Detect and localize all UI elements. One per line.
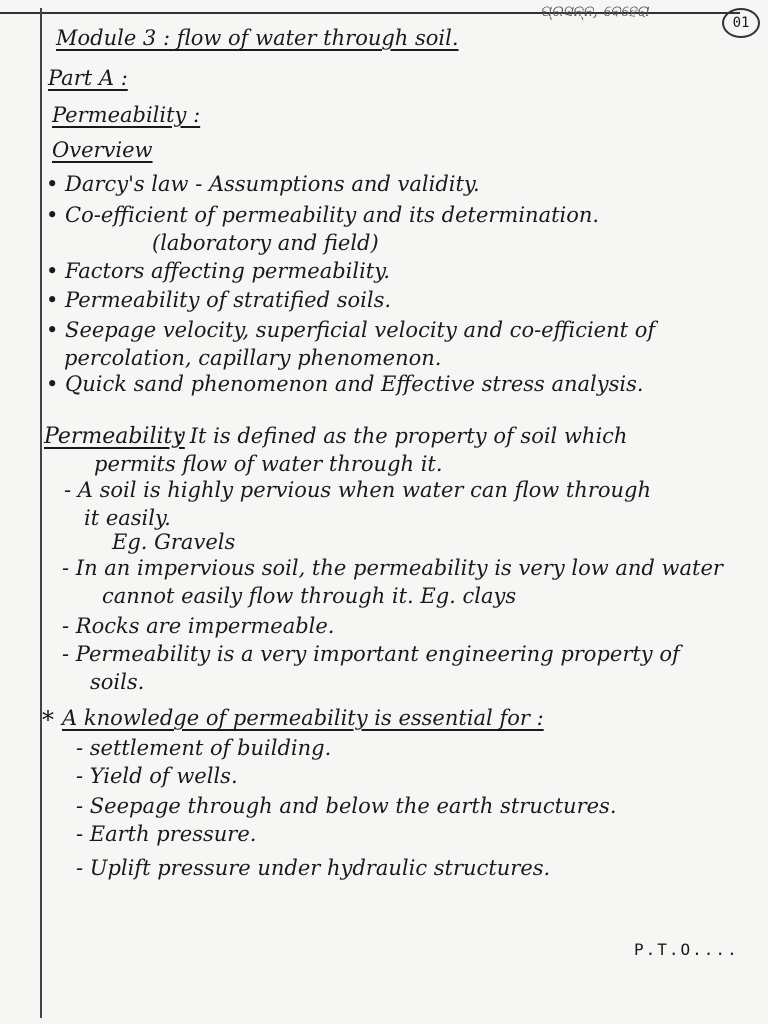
knowledge-item: - Uplift pressure under hydraulic structures.	[76, 856, 551, 880]
note-line: - Rocks are impermeable.	[62, 614, 335, 638]
overview-bullet: • Quick sand phenomenon and Effective stress analysis.	[46, 372, 644, 396]
overview-bullet: • Co-efficient of permeability and its determination.	[46, 203, 600, 227]
note-line: cannot easily flow through it. Eg. clays	[102, 584, 517, 608]
note-line: Eg. Gravels	[112, 530, 236, 554]
note-line: - Permeability is a very important engineering property of	[62, 642, 680, 666]
page-number: 01	[722, 8, 760, 38]
knowledge-item: - Yield of wells.	[76, 764, 238, 788]
module-title: Module 3 : flow of water through soil.	[56, 26, 459, 50]
overview-heading: Overview	[52, 138, 153, 162]
star-marker: *	[42, 706, 54, 734]
topic-title: Permeability :	[52, 103, 201, 127]
overview-bullet: • Darcy's law - Assumptions and validity.	[46, 172, 480, 196]
knowledge-item: - Seepage through and below the earth structures.	[76, 794, 617, 818]
note-line: soils.	[90, 670, 145, 694]
pto-footer: P.T.O....	[634, 940, 739, 959]
overview-bullet: • Permeability of stratified soils.	[46, 288, 392, 312]
note-line: it easily.	[84, 506, 171, 530]
overview-bullet: • Factors affecting permeability.	[46, 259, 390, 283]
definition-term: Permeability	[44, 424, 185, 449]
knowledge-item: - Earth pressure.	[76, 822, 257, 846]
note-line: - In an impervious soil, the permeability is very low and water	[62, 556, 723, 580]
overview-bullet: • Seepage velocity, superficial velocity and co-efficient of	[46, 318, 656, 342]
knowledge-item: - settlement of building.	[76, 736, 332, 760]
corner-note: ପ୍ରସନ୍ନ, ବେହେରା	[540, 2, 649, 20]
definition-text: permits flow of water through it.	[94, 452, 443, 476]
knowledge-heading: A knowledge of permeability is essential for :	[62, 706, 544, 730]
part-label: Part A :	[48, 66, 128, 90]
definition-text: : It is defined as the property of soil which	[176, 424, 628, 448]
margin-line	[40, 8, 42, 1018]
overview-bullet: percolation, capillary phenomenon.	[64, 346, 442, 370]
note-line: - A soil is highly pervious when water can flow through	[64, 478, 652, 502]
overview-bullet: (laboratory and field)	[152, 231, 379, 255]
